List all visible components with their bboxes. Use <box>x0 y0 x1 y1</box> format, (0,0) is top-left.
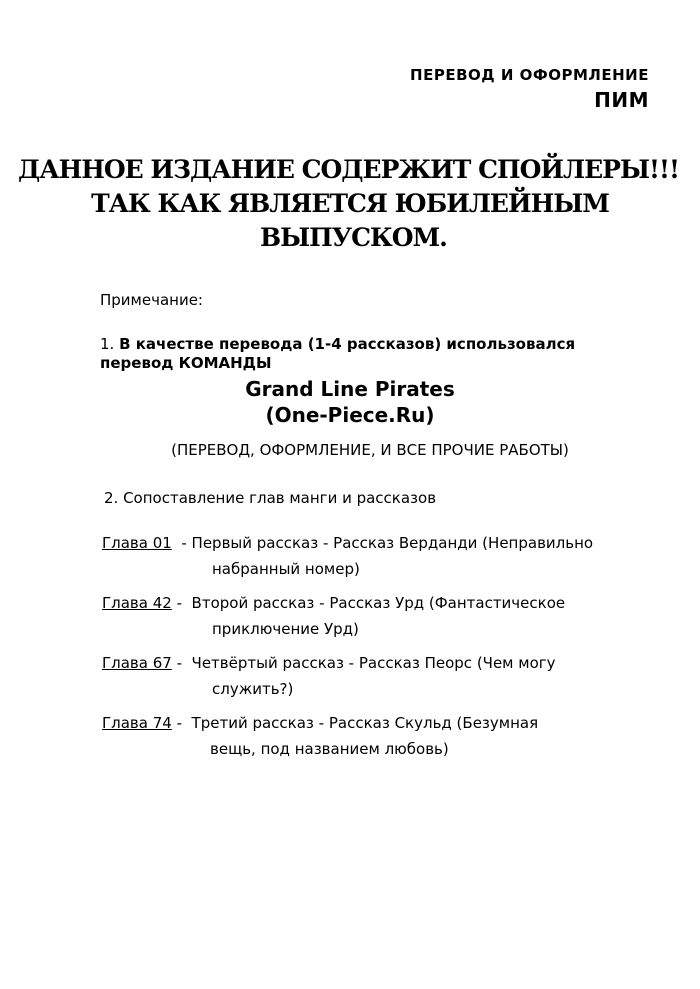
note-item-1-text-line-2: перевод КОМАНДЫ <box>100 354 272 372</box>
chapter-description-continued: служить?) <box>212 680 294 698</box>
chapter-description: - Второй рассказ - Рассказ Урд (Фантастическое <box>171 594 566 612</box>
chapter-link[interactable]: Глава 42 <box>102 594 172 612</box>
credits-name: ПИМ <box>594 88 649 112</box>
credits-label: ПЕРЕВОД И ОФОРМЛЕНИЕ <box>410 66 649 84</box>
chapter-row <box>102 534 593 578</box>
note-item-1-text: В качестве перевода (1-4 рассказов) использовался <box>119 335 576 353</box>
chapter-row <box>102 714 538 758</box>
note-item-1 <box>100 335 575 373</box>
chapter-description: - Третий рассказ - Рассказ Скульд (Безумная <box>171 714 539 732</box>
chapter-description: - Первый рассказ - Рассказ Верданди (Неправильно <box>171 534 594 552</box>
team-name: Grand Line Pirates <box>245 377 455 401</box>
chapter-description: - Четвёртый рассказ - Рассказ Пеорс (Чем могу <box>171 654 556 672</box>
chapter-row <box>102 594 565 638</box>
spoiler-warning-line-1: ДАННОЕ ИЗДАНИЕ СОДЕРЖИТ СПОЙЛЕРЫ!!! <box>18 155 679 184</box>
team-role: (ПЕРЕВОД, ОФОРМЛЕНИЕ, И ВСЕ ПРОЧИЕ РАБОТЫ) <box>171 441 569 459</box>
spoiler-warning-line-3: ВЫПУСКОМ. <box>260 223 447 252</box>
chapter-link[interactable]: Глава 67 <box>102 654 172 672</box>
chapter-link[interactable]: Глава 74 <box>102 714 172 732</box>
chapter-description-continued: вещь, под названием любовь) <box>210 740 449 758</box>
spoiler-warning-line-2: ТАК КАК ЯВЛЯЕТСЯ ЮБИЛЕЙНЫМ <box>91 189 609 218</box>
note-item-1-number: 1. <box>100 335 115 353</box>
team-site: (One-Piece.Ru) <box>265 403 435 427</box>
chapter-link[interactable]: Глава 01 <box>102 534 172 552</box>
chapter-description-continued: набранный номер) <box>212 560 360 578</box>
note-item-2: 2. Сопоставление глав манги и рассказов <box>104 489 437 507</box>
note-label: Примечание: <box>100 291 203 309</box>
chapter-row <box>102 654 556 698</box>
chapter-description-continued: приключение Урд) <box>212 620 359 638</box>
